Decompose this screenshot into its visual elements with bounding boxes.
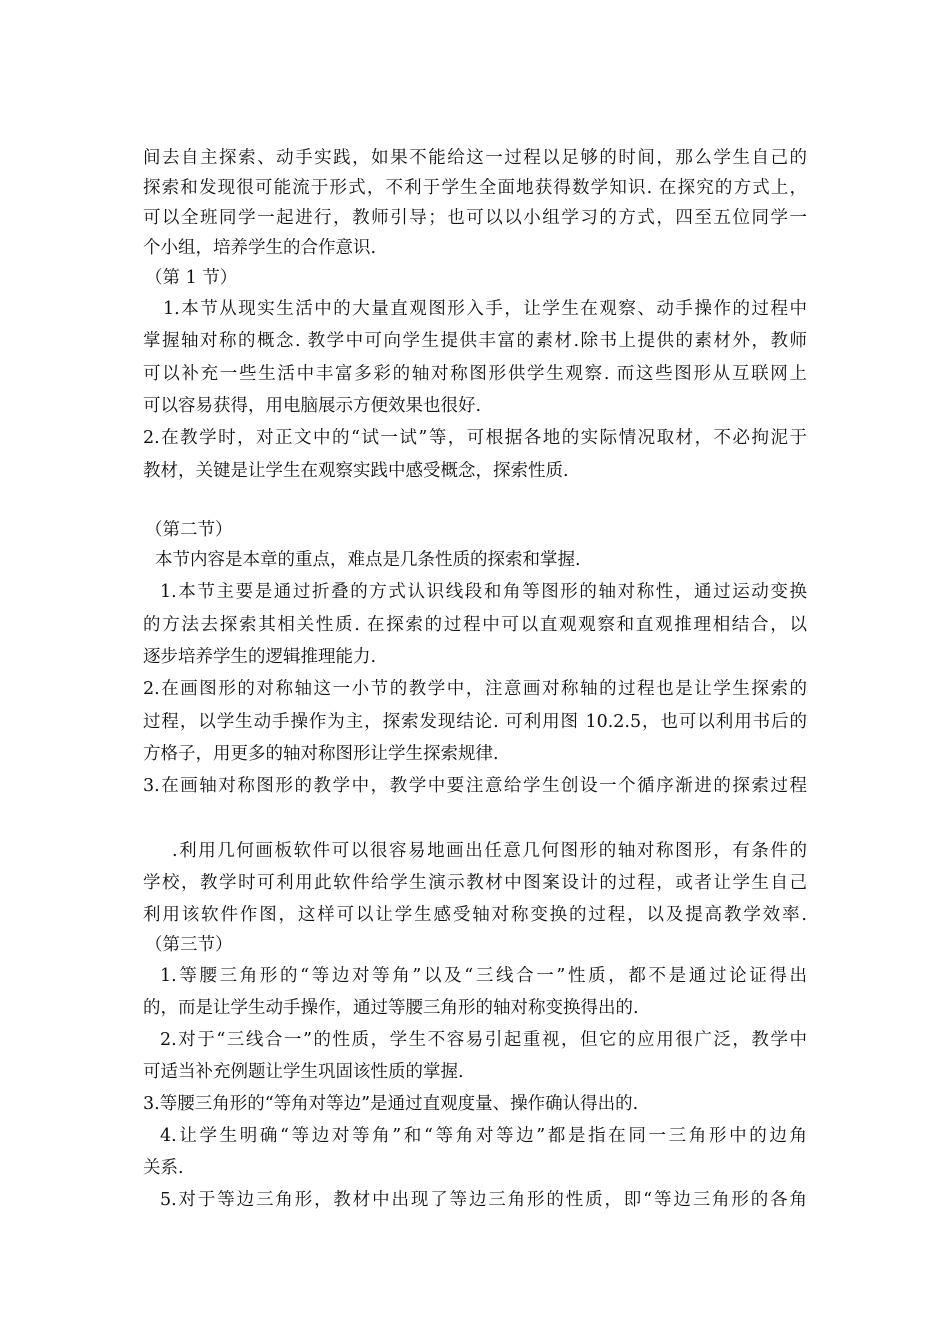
paragraph-line: 过程，以学生动手操作为主，探索发现结论. 可利用图 10.2.5，也可以利用书后的	[143, 712, 807, 732]
paragraph-line: 个小组，培养学生的合作意识.	[143, 238, 377, 258]
paragraph-line: 可以全班同学一起进行，教师引导；也可以以小组学习的方式，四至五位同学一	[143, 208, 807, 228]
paragraph-line: 2.在画图形的对称轴这一小节的教学中，注意画对称轴的过程也是让学生探索的	[143, 679, 807, 699]
paragraph-line: 的，而是让学生动手操作，通过等腰三角形的轴对称变换得出的.	[143, 998, 639, 1018]
paragraph-line: 4.让学生明确“等边对等角”和“等角对等边”都是指在同一三角形中的边角	[160, 1126, 807, 1146]
paragraph-line: 3.等腰三角形的“等角对等边”是通过直观度量、操作确认得出的.	[143, 1094, 639, 1114]
paragraph-line: 2.在教学时，对正文中的“试一试”等，可根据各地的实际情况取材，不必拘泥于	[143, 428, 807, 448]
paragraph-line: 掌握轴对称的概念. 教学中可向学生提供丰富的素材.除书上提供的素材外，教师	[143, 331, 807, 351]
paragraph-line: 5.对于等边三角形，教材中出现了等边三角形的性质，即“等边三角形的各角	[160, 1190, 807, 1210]
paragraph-line: 方格子，用更多的轴对称图形让学生探索规律.	[143, 744, 499, 764]
section-heading-2: （第二节）	[145, 520, 233, 540]
paragraph-line: 1.本节主要是通过折叠的方式认识线段和角等图形的轴对称性，通过运动变换	[160, 582, 807, 602]
paragraph-line: 利用该软件作图，这样可以让学生感受轴对称变换的过程，以及提高教学效率.	[143, 905, 807, 925]
section-heading-3: （第三节）	[145, 935, 233, 955]
paragraph-line: 可以容易获得，用电脑展示方便效果也很好.	[143, 396, 482, 416]
section-heading-1: （第 1 节）	[145, 268, 238, 288]
paragraph-line: 可适当补充例题让学生巩固该性质的掌握.	[143, 1062, 464, 1082]
paragraph-line: 1.等腰三角形的“等边对等角”以及“三线合一”性质，都不是通过论证得出	[160, 966, 807, 986]
paragraph-line: 3.在画轴对称图形的教学中，教学中要注意给学生创设一个循序渐进的探索过程	[143, 776, 807, 796]
paragraph-line: 关系.	[143, 1158, 184, 1178]
paragraph-line: 1.本节从现实生活中的大量直观图形入手，让学生在观察、动手操作的过程中	[163, 299, 807, 319]
paragraph-line: 教材，关键是让学生在观察实践中感受概念，探索性质.	[143, 461, 569, 481]
paragraph-line: .利用几何画板软件可以很容易地画出任意几何图形的轴对称图形，有条件的	[172, 841, 807, 861]
paragraph-line: 学校，教学时可利用此软件给学生演示教材中图案设计的过程，或者让学生自己	[143, 873, 807, 893]
paragraph-line: 本节内容是本章的重点，难点是几条性质的探索和掌握.	[155, 550, 581, 570]
paragraph-line: 逐步培养学生的逻辑推理能力.	[143, 647, 377, 667]
paragraph-line: 可以补充一些生活中丰富多彩的轴对称图形供学生观察. 而这些图形从互联网上	[143, 364, 807, 384]
paragraph-line: 的方法去探索其相关性质. 在探索的过程中可以直观观察和直观推理相结合，以	[143, 615, 807, 635]
paragraph-line: 2.对于“三线合一”的性质，学生不容易引起重视，但它的应用很广泛，教学中	[160, 1030, 807, 1050]
paragraph-line: 间去自主探索、动手实践，如果不能给这一过程以足够的时间，那么学生自己的	[143, 148, 807, 168]
paragraph-line: 探索和发现很可能流于形式，不利于学生全面地获得数学知识. 在探究的方式上，	[143, 178, 807, 198]
